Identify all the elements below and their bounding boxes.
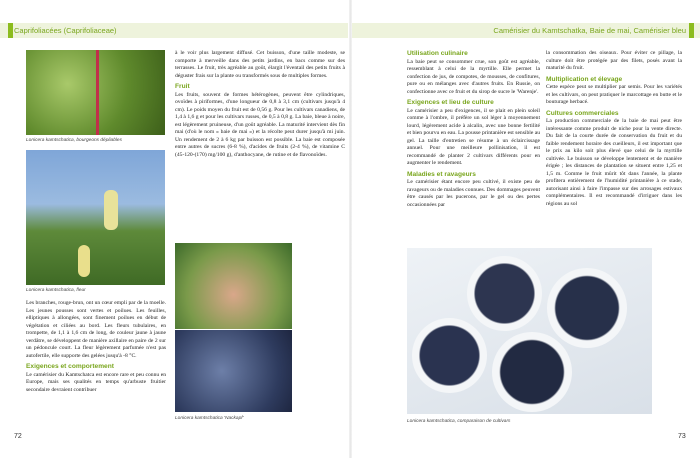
left-column-1 (26, 300, 166, 397)
photo-hand-berries (175, 243, 292, 329)
caption-buds: Lonicera kamtschatica, bourgeons dépliables (26, 138, 122, 143)
section-heading: Fruit (175, 83, 190, 90)
paragraph: La baie peut se consommer crue, son goût est agréable, ressemblant à celui de la myrtille. Elle permet la confection de jus, de compotes, de mousses, de confitures, pure ou en mélanges avec d'autres fruits. En Russie, on confectionne avec ce fruit et du sirop de sucre le 'Warenje'. (407, 58, 540, 95)
header-right-text: Camérisier du Kamtschatka, Baie de mai, Camérisier bleu (493, 26, 686, 35)
section-heading: Multiplication et élevage (546, 75, 623, 83)
left-column-2 (175, 50, 345, 162)
paragraph: Les fruits, souvent de formes hétérogènes, peuvent être cylindriques, ovoïdes à piriformes, d'une longueur de 0,8 à 3,1 cm (cultivars jusqu'à 4 cm). Le poids moyen du fruit est de 0,56 g. Pour les cultivars canadiens, de 1,4 à 1,6 g et pour les cultivars russes, de 0,5 à 0,8 g. La baie, bleue à noire, est légèrement pruineuse, d'un goût agréable. La maturité intervient dès fin mai (d'où le nom « baie de mai ») et la récolte peut durer jusqu'à mi juin. Un rendement de 2 à 6 kg par buisson est possible. La baie est composée entre autres de sucres (6-8 %), d'acides de fruits (2-4 %), de vitamine C (45-120-(170) mg/100 g), d'anthocyane, de rutine et de flavonoïdes. (175, 91, 345, 158)
paragraph: Le camérisier a peu d'exigences, il se plait en plein soleil comme à l'ombre, il préfère un sol léger à moyennement lourd, légèrement acide à alcalin, avec une bonne fertilité et bien pourvu en eau. La pousse printanière est sensible au gel. La taille d'entretien se résume à un éclaircissage annuel. Pour une meilleure pollinisation, il est recommandé de planter 2 cultivars différents pour en augmenter le rendement. (407, 107, 540, 166)
paragraph: Le camérisier étant encore peu cultivé, il existe peu de ravageurs ou de maladies connues. Des dommages peuvent être causés par les pucerons, par le gel ou des pertes occasionnées par (407, 179, 540, 208)
page-number-right: 73 (678, 433, 686, 440)
section-heading: Exigences et comportement (26, 363, 114, 370)
page-number-left: 72 (14, 433, 22, 440)
caption-comparison: Lonicera kamtschatica, comparaison de cultivars (407, 419, 511, 424)
right-column-2 (546, 50, 682, 211)
section-heading: Maladies et ravageurs (407, 170, 476, 178)
section-heading: Exigences et lieu de culture (407, 99, 494, 106)
header-marker-left (8, 23, 13, 38)
caption-flower: Lonicera kamtschatica, fleur (26, 288, 86, 293)
right-column-1 (407, 50, 540, 212)
section-heading: Cultures commerciales (546, 109, 619, 117)
caption-nackapf: Lonicera kamtschatica 'Nackapf' (175, 416, 244, 421)
running-header-left (0, 23, 348, 38)
photo-buds (26, 50, 165, 135)
photo-flower (26, 150, 165, 285)
section-heading: Utilisation culinaire (407, 50, 468, 57)
page-fold (349, 0, 352, 458)
header-left-text: Caprifoliacées (Caprifoliaceae) (14, 26, 117, 35)
running-header-right (352, 23, 700, 38)
paragraph: Cette espèce peut se multiplier par semis. Pour les variétés et les cultivars, on peut pratiquer le marcottage en butte et le bouturage herbacé. (546, 84, 682, 105)
paragraph: Les branches, rouge-brun, ont un cœur empli par de la moelle. Les jeunes pousses sont vertes et poilues. Les feuilles, elliptiques à allongées, sont finement poilues en début de végétation et ciliées au bord. Les fleurs tubulaires, en trompette, de 1,1 à 1,6 cm de long, de couleur jaune à jaune verdâtre, se développent de manière axillaire en paire de 2 sur un pédoncule court. La fleur légèrement parfumée n'est pas autofertile, elle supporte des gelées jusqu'à -8 °C. (26, 300, 166, 359)
photo-cultivar-comparison (407, 248, 652, 414)
paragraph: à le voir plus largement diffusé. Cet buisson, d'une taille modeste, se comporte à merveille dans des petits jardins, en bacs comme sur des terrasses. Le fruit, très agréable au goût, élargit l'éventail des petits fruits à déguster frais sur la plante ou transformés sous de multiples formes. (175, 50, 345, 79)
paragraph: la consommation des oiseaux. Pour éviter ce pillage, la culture doit être protégée par des filets, posés avant la maturité du fruit. (546, 50, 682, 71)
paragraph: Le camérisier du Kamtschatca est encore rare et peu connu en Europe, mais ses qualités en temps qu'arbuste fruitier secondaire devraient contribuer (26, 371, 166, 393)
photo-berries-closeup (175, 330, 292, 412)
header-marker-right (689, 23, 694, 38)
paragraph: La production commerciale de la baie de mai peut être intéressante comme produit de niche pour la vente directe. Du fait de la courte durée de conservation du fruit et du faible rendement horaire des cueilleurs, il est important que le prix au kilo soit plus élevé que celui de la myrtille cultivée. Le buisson se développe lentement et de manière érigée ; les distances de plantation se situent entre 1,25 et 1,5 m. Comme le fruit mûrit tôt dans l'année, la plante profitera entièrement de l'humidité printanière à ce stade, autorisant ainsi à faire l'impasse sur des arrosages estivaux complémentaires. Il est recommandé d'irriguer dans les régions au sol (546, 118, 682, 207)
